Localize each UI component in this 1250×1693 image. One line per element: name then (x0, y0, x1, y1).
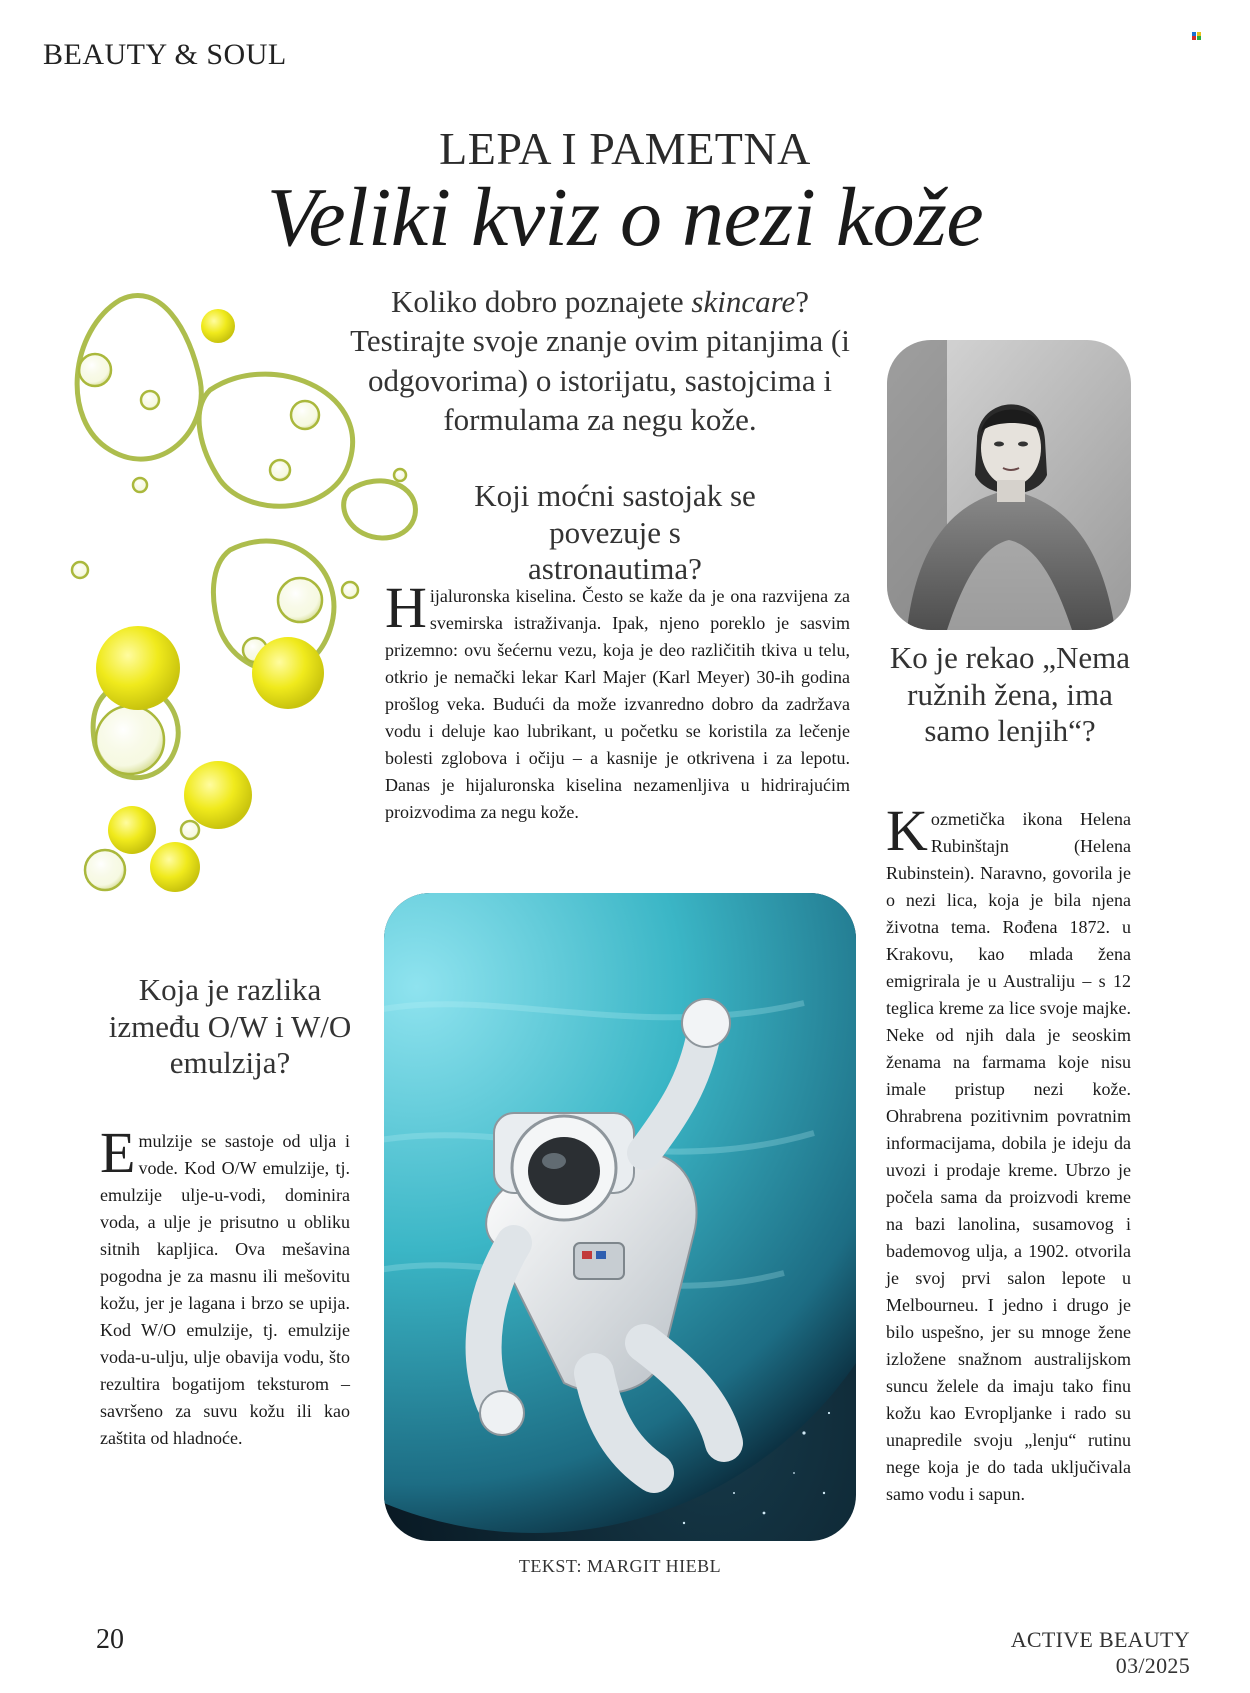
answer-quote (886, 798, 1131, 1508)
page-number: 20 (96, 1624, 124, 1655)
answer-text: ozmetička ikona Helena Rubinštajn (Helena Rubinstein). Naravno, govorila je o nezi lica, koja je bila njena životna tema. Rođena 1872. u Krakovu, kao mlada žena emigrirala je u Australiju – s 12 teglica kreme za lice svoje majke. Neke od njih dala je seoskim ženama na farmama koje nisu imale pristup nezi kože. Ohrabrena pozitivnim povratnim informacijama, dobila je ideju da uvozi i prodaje kreme. Ubrzo je počela sama da proizvodi kreme na bazi lanolina, susamovog i bademovog ulja, a 1902. otvorila je svoj prvi salon lepote u Melbourneu. I jedno i drugo je bilo uspešno, jer su mnoge žene izložene snažnom australijskom suncu želele da imaju tako finu kožu kao Evropljanke i rado su unapredile svoju „lenju“ rutinu nege koja je do tada uključivala samo vodu i sapun. (886, 809, 1131, 1504)
magazine-issue: ACTIVE BEAUTY 03/2025 (1010, 1627, 1190, 1678)
section-label: BEAUTY & SOUL (43, 38, 287, 71)
article-kicker: LEPA I PAMETNA (439, 123, 811, 174)
question-heading-quote: Ko je rekao „Nema ružnih žena, ima samo lenjih“? (889, 640, 1131, 749)
answer-text: mulzije se sastoje od ulja i vode. Kod O/W emulzije, tj. emulzije ulje-u-vodi, dominira voda, a ulje je prisutno u obliku sitnih kapljica. Ova mešavina pogodna je za masnu ili mešovitu kožu, jer je lagana i brzo se upija. Kod W/O emulzije, tj. emulzije voda-u-ulju, ulje obavija vodu, što rezultira bogatijom teksturom – savršeno za suvu kožu ili kao zaštita od hladnoće. (100, 1131, 350, 1448)
dropcap: H (385, 575, 427, 640)
article-title: Veliki kviz o nezi kože (266, 171, 984, 264)
question-heading-astronauts: Koji moćni sastojak se povezuje s astronautima? (474, 478, 756, 587)
color-registration-mark (1192, 32, 1202, 40)
astronaut-planet-image (384, 893, 856, 1541)
intro-line1-suffix: ? (795, 284, 810, 319)
author-credit: TEKST: MARGIT HIEBL (518, 1556, 722, 1576)
answer-text: ijaluronska kiselina. Često se kaže da je ona razvijena za svemirska istraživanja. Ipak, njeno poreklo je sasvim prizemno: ovu šećernu vezu, koja je deo različitih tkiva u telu, otkrio je nemački lekar Karl Majer (Karl Meyer) 30-ih godina prošlog veka. Budući da može izvanredno dobro da zadržava vodu i deluje kao lubrikant, u početku se koristila za lečenje bolesti zglobova i očiju – a kasnije je otkrivena i za lepotu. Danas je hijaluronska kiselina nezamenljiva u hidrirajućim proizvodima za negu kože. (385, 586, 850, 822)
answer-astronauts (385, 575, 850, 826)
dropcap: E (100, 1120, 136, 1185)
answer-emulsions (100, 1120, 350, 1452)
intro-line1-italic: skincare (691, 284, 796, 319)
helena-rubinstein-portrait (887, 340, 1131, 630)
intro-rest: Testirajte svoje znanje ovim pitanjima (i odgovorima) o istorijatu, sastojcima i formulama za negu kože. (350, 323, 850, 438)
dropcap: K (886, 798, 928, 863)
question-heading-emulsions: Koja je razlika između O/W i W/O emulzija? (108, 972, 352, 1081)
intro-line1-prefix: Koliko dobro poznajete (390, 284, 692, 319)
